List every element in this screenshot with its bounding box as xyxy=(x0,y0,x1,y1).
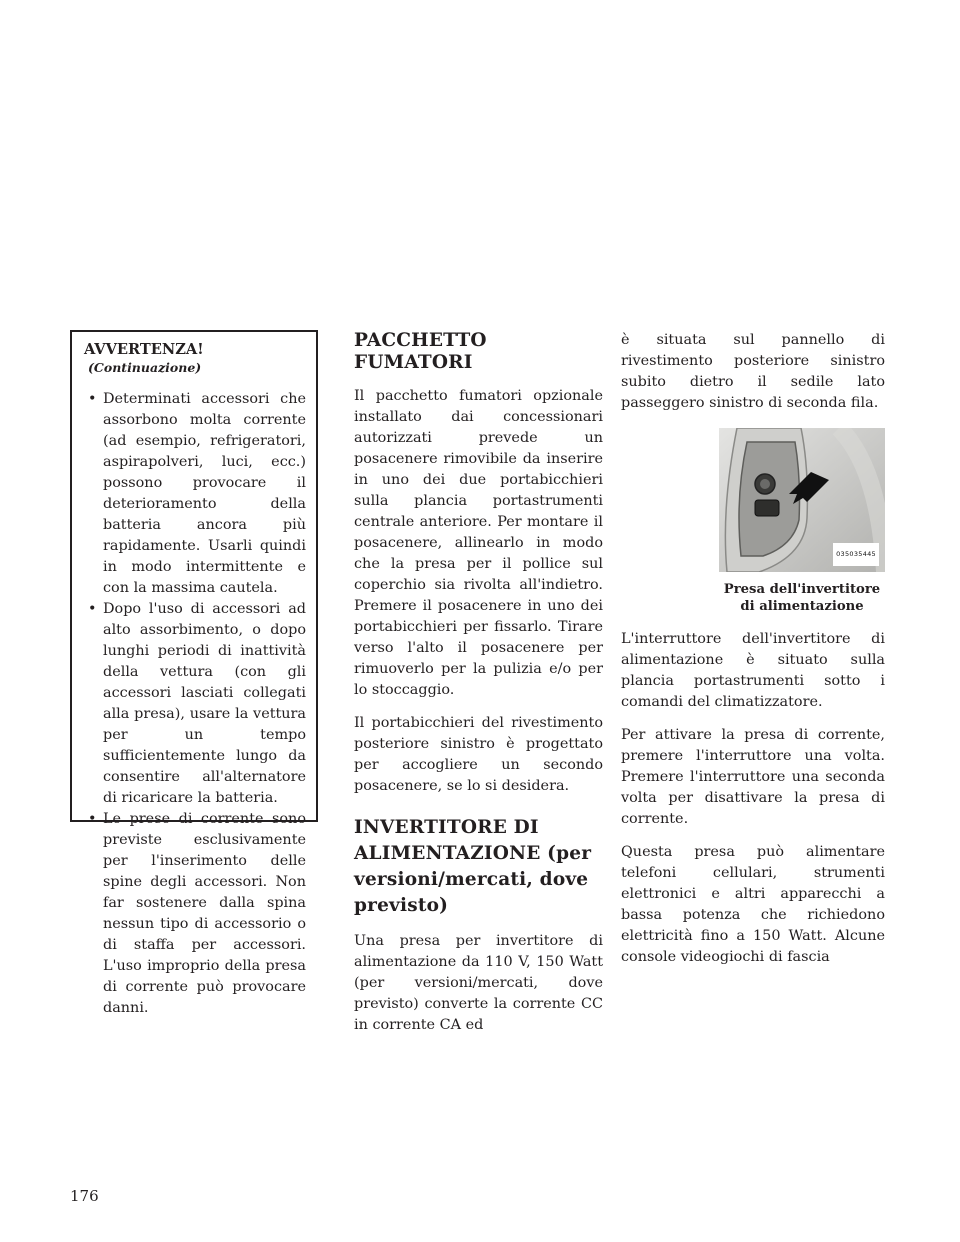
bullet-dot-icon: • xyxy=(88,601,97,617)
inverter-outlet-photo xyxy=(719,428,885,572)
warning-bullet: • Determinati accessori che assorbono molta corrente (ad esempio, refrigeratori, aspirapolveri, luci, ecc.) possono provocare il deterioramento della batteria ancora più rapidamente. Usarli quindi in modo intermittente e con la massima cautela. xyxy=(88,391,306,596)
inverter-paragraph: L'interruttore dell'invertitore di alimentazione è situato sulla plancia portastrumenti sotto i comandi del climatizzatore. xyxy=(621,631,885,710)
warning-bullet: • Dopo l'uso di accessori ad alto assorbimento, o dopo lunghi periodi di inattività della vettura (con gli accessori lasciati collegati alla presa), usare la vettura per un tempo sufficientemente lungo da consentire all'alternatore di ricaricare la batteria. xyxy=(88,601,306,806)
warning-box xyxy=(70,330,318,1016)
inverter-figure xyxy=(621,428,885,615)
smoker-paragraph: Il pacchetto fumatori opzionale installato dai concessionari autorizzati prevede un posacenere rimovibile da inserire in uno dei due portabicchieri sulla plancia portastrumenti centrale anteriore. Per montare il posacenere, allinearlo in modo che la presa per il pollice sul coperchio sia rivolta all'indietro. Premere il posacenere in uno dei portabicchieri per fissarlo. Tirare verso l'alto il posacenere per rimuoverlo per la pulizia e/o per lo stoccaggio. xyxy=(354,388,603,698)
left-column xyxy=(70,330,318,1016)
inverter-paragraph: Per attivare la presa di corrente, premere l'interruttore una volta. Premere l'interruttore una seconda volta per disattivare la presa di corrente. xyxy=(621,727,885,827)
bullet-dot-icon: • xyxy=(88,811,97,827)
warning-continuation: (Continuazione) xyxy=(88,360,202,375)
figure-caption: Presa dell'invertitore di alimentazione xyxy=(723,582,881,614)
warning-bullet: • Le prese di corrente sono previste esclusivamente per l'inserimento delle spine degli accessori. Non far sostenere dalla spina nessun tipo di accessorio o di staffa per accessori. L'uso improprio della presa di corrente può provocare danni. xyxy=(88,811,306,1016)
bullet-dot-icon: • xyxy=(88,391,97,407)
smoker-paragraph: Il portabicchieri del rivestimento posteriore sinistro è progettato per accogliere un secondo posacenere, se lo si desidera. xyxy=(354,715,603,794)
middle-column xyxy=(354,330,603,1036)
page-number: 176 xyxy=(70,1187,99,1205)
figure-id-label: 035035445 xyxy=(833,543,879,566)
section-heading-smoker: PACCHETTO FUMATORI xyxy=(354,330,487,373)
section-heading-inverter: INVERTITORE DI ALIMENTAZIONE (per versioni/mercati, dove previsto) xyxy=(354,817,592,916)
inverter-paragraph-start: Una presa per invertitore di alimentazione da 110 V, 150 Watt (per versioni/mercati, dove previsto) converte la corrente CC in corrente CA ed xyxy=(354,933,603,1033)
warning-title: AVVERTENZA! xyxy=(84,341,204,358)
inverter-paragraph: Questa presa può alimentare telefoni cellulari, strumenti elettronici e altri apparecchi a bassa potenza che richiedono elettricità fino a 150 Watt. Alcune console videogiochi di fascia xyxy=(621,844,885,965)
right-column xyxy=(621,330,885,980)
inverter-paragraph-cont: è situata sul pannello di rivestimento posteriore sinistro subito dietro il sedile lato passeggero sinistro di seconda fila. xyxy=(621,332,885,411)
warning-heading xyxy=(84,341,306,377)
warning-bullet-list xyxy=(84,389,306,1019)
